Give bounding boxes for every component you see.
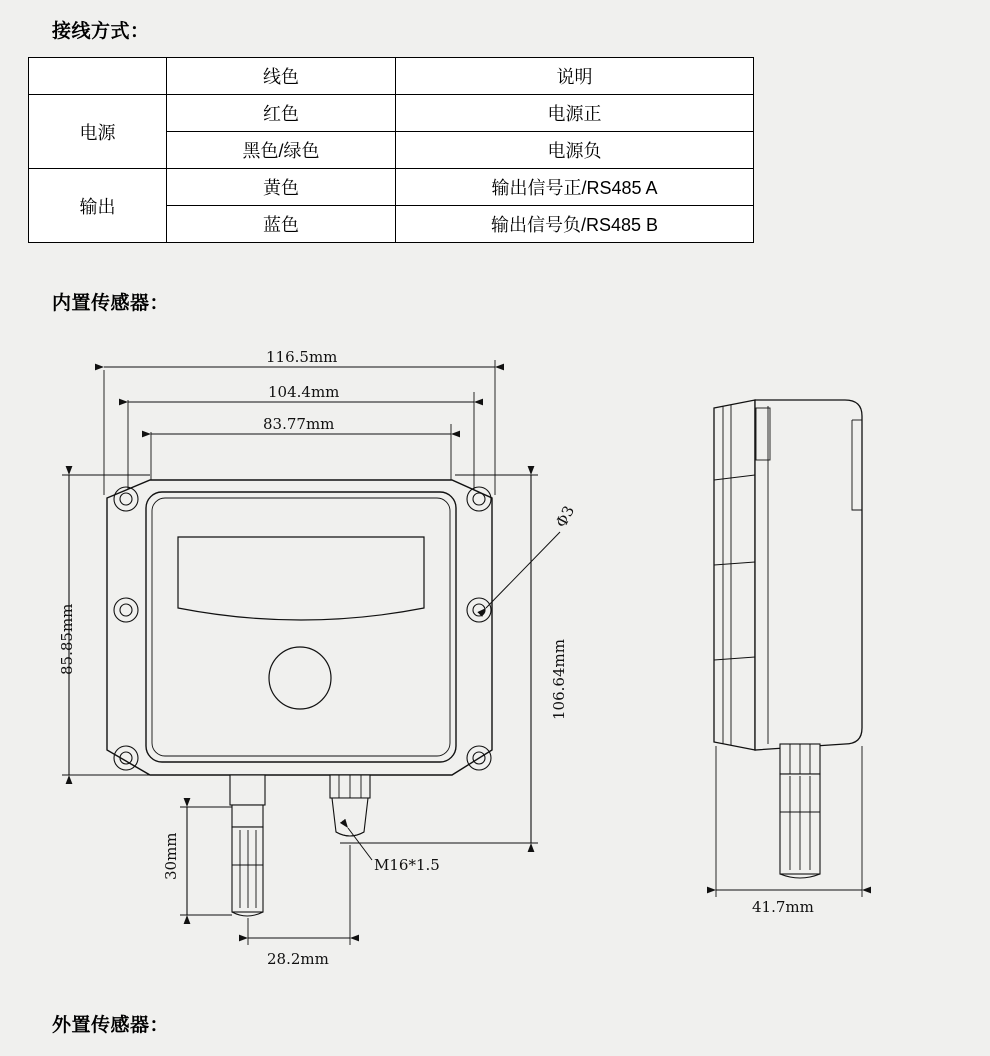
- table-cell-desc: 输出信号正/RS485 A: [396, 169, 754, 206]
- table-header-blank: [29, 58, 167, 95]
- table-cell-category-output: 输出: [29, 169, 167, 243]
- table-cell-desc: 电源负: [396, 132, 754, 169]
- section-title-builtin-sensor: 内置传感器：: [52, 293, 170, 314]
- dim-label-height-left: 85.85mm: [58, 603, 76, 675]
- dim-label-side-width: 41.7mm: [752, 898, 814, 916]
- table-header-wire-color: 线色: [167, 58, 396, 95]
- section-title-wiring: 接线方式：: [52, 21, 150, 42]
- wiring-table: [28, 57, 754, 243]
- table-cell-color: 蓝色: [167, 206, 396, 243]
- table-header-description: 说明: [396, 58, 754, 95]
- dim-label-width-inner: 83.77mm: [263, 415, 335, 433]
- technical-drawing: [0, 320, 990, 1010]
- dim-label-hole-diameter: Φ3: [552, 502, 579, 531]
- dim-label-probe-spacing: 28.2mm: [267, 950, 329, 968]
- table-cell-color: 红色: [167, 95, 396, 132]
- dim-label-width-mid: 104.4mm: [268, 383, 340, 401]
- section-title-external-sensor: 外置传感器：: [52, 1015, 170, 1036]
- table-cell-desc: 输出信号负/RS485 B: [396, 206, 754, 243]
- dim-label-thread: M16*1.5: [374, 856, 440, 874]
- dim-label-width-outer: 116.5mm: [266, 348, 338, 366]
- table-row: [29, 169, 754, 206]
- table-cell-color: 黑色/绿色: [167, 132, 396, 169]
- table-row: [29, 95, 754, 132]
- table-cell-color: 黄色: [167, 169, 396, 206]
- table-cell-desc: 电源正: [396, 95, 754, 132]
- drawing-svg: [0, 320, 990, 1010]
- table-cell-category-power: 电源: [29, 95, 167, 169]
- table-header-row: [29, 58, 754, 95]
- dim-label-height-right: 106.64mm: [550, 639, 568, 720]
- dim-label-probe-height: 30mm: [162, 832, 180, 880]
